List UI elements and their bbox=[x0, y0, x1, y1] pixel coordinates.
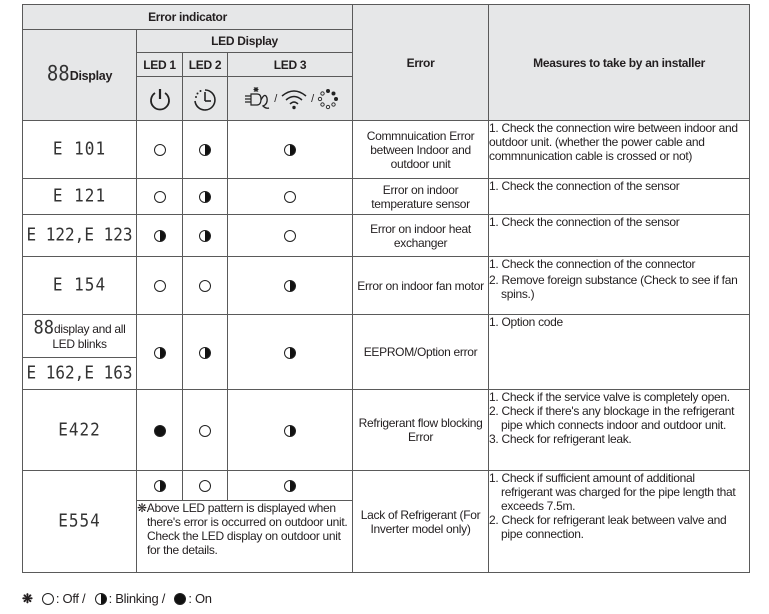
measure-item: 1. Check if sufficient amount of additional refrigerant was charged for the pipe length that exceeds 7.5m. bbox=[489, 471, 736, 513]
led3-state-icon bbox=[284, 230, 296, 242]
measures-cell bbox=[489, 121, 750, 179]
led2-state bbox=[183, 390, 228, 471]
measure-item: 1. Check the connection of the sensor bbox=[489, 215, 680, 229]
measures-cell bbox=[489, 257, 750, 315]
error-description: Refrigerant flow blocking Error bbox=[353, 390, 489, 471]
led3-icon-cell bbox=[228, 77, 353, 121]
led3-separator: / bbox=[311, 92, 314, 105]
led-display-header: LED Display bbox=[137, 30, 353, 53]
led1-state-icon bbox=[154, 191, 166, 203]
led3-state-icon bbox=[284, 347, 296, 359]
measures-cell bbox=[489, 390, 750, 471]
led1-header: LED 1 bbox=[137, 53, 183, 77]
legend-blinking: : Blinking / bbox=[108, 591, 166, 606]
led1-state-icon bbox=[154, 144, 166, 156]
error-code-cell bbox=[23, 121, 137, 179]
blinking-symbol-icon bbox=[95, 593, 107, 605]
display-88-glyph: 88 bbox=[33, 316, 54, 339]
led3-state bbox=[228, 390, 353, 471]
on-symbol-icon bbox=[174, 593, 186, 605]
plasma-plug-icon bbox=[241, 86, 271, 112]
wifi-icon bbox=[280, 88, 308, 110]
led2-state-icon bbox=[199, 425, 211, 437]
led3-state bbox=[228, 215, 353, 257]
table-row bbox=[23, 257, 750, 315]
led3-state-icon bbox=[284, 280, 296, 292]
error-code-cell bbox=[23, 390, 137, 471]
led3-state bbox=[228, 315, 353, 390]
led3-header: LED 3 bbox=[228, 53, 353, 77]
error-code-cell bbox=[23, 257, 137, 315]
outdoor-unit-note bbox=[137, 501, 353, 573]
measures-cell bbox=[489, 471, 750, 573]
led2-state bbox=[183, 215, 228, 257]
error-code-cell bbox=[23, 215, 137, 257]
led3-state bbox=[228, 471, 353, 501]
measure-item: 2. Check for refrigerant leak between valve and pipe connection. bbox=[489, 513, 727, 541]
error-description: Error on indoor fan motor bbox=[353, 257, 489, 315]
error-code-cell bbox=[23, 179, 137, 215]
error-code: E 121 bbox=[52, 185, 107, 206]
error-code: E 122,E 123 bbox=[26, 224, 133, 245]
measures-cell bbox=[489, 215, 750, 257]
error-code-cell bbox=[23, 315, 137, 358]
error-code: E554 bbox=[58, 510, 101, 531]
led2-state-icon bbox=[199, 480, 211, 492]
error-code: E422 bbox=[58, 418, 101, 440]
led3-state-icon bbox=[284, 480, 296, 492]
led1-state-icon bbox=[154, 230, 166, 242]
led2-state-icon bbox=[199, 191, 211, 203]
led3-state-icon bbox=[284, 425, 296, 437]
legend-asterisk-icon: ❋ bbox=[22, 591, 33, 606]
table-row bbox=[23, 315, 750, 358]
led3-state bbox=[228, 179, 353, 215]
display-label: Display bbox=[69, 69, 113, 83]
error-header: Error bbox=[353, 5, 489, 121]
all-led-blink-text: display and all LED blinks bbox=[52, 321, 126, 351]
led1-state-icon bbox=[154, 480, 166, 492]
table-row bbox=[23, 215, 750, 257]
led1-state-icon bbox=[154, 347, 166, 359]
fan-dots-icon bbox=[317, 88, 339, 110]
measure-item: 1. Check the connection of the sensor bbox=[489, 179, 680, 193]
led2-icon-cell bbox=[183, 77, 228, 121]
error-code-cell bbox=[23, 471, 137, 573]
led2-state-icon bbox=[199, 347, 211, 359]
measure-item: 2. Check if there's any blockage in the refrigerant pipe which connects indoor and outdoor unit. bbox=[489, 404, 735, 432]
error-description: Commnuication Error between Indoor and outdoor unit bbox=[353, 121, 489, 179]
led2-header: LED 2 bbox=[183, 53, 228, 77]
table-row bbox=[23, 471, 750, 501]
table-row bbox=[23, 390, 750, 471]
measure-item: 1. Check the connection of the connector bbox=[489, 257, 696, 271]
note-text: Above LED pattern is displayed when there's error is occurred on outdoor unit. Check the LED display on outdoor unit for the details. bbox=[146, 501, 348, 557]
legend-off: : Off / bbox=[55, 591, 86, 606]
table-row bbox=[23, 179, 750, 215]
timer-icon bbox=[191, 86, 219, 112]
note-asterisk-icon: ❋ bbox=[137, 501, 147, 515]
led2-state bbox=[183, 315, 228, 390]
measure-item: 1. Check the connection wire between indoor and outdoor unit. (whether the power cable and commnunication cable is crossed or not) bbox=[489, 121, 738, 163]
led1-state bbox=[137, 471, 183, 501]
led2-state bbox=[183, 179, 228, 215]
led1-state bbox=[137, 179, 183, 215]
power-icon bbox=[147, 86, 173, 112]
led1-state-icon bbox=[154, 280, 166, 292]
led1-state-icon bbox=[154, 425, 166, 437]
led1-state bbox=[137, 315, 183, 390]
error-description: EEPROM/Option error bbox=[353, 315, 489, 390]
led1-state bbox=[137, 215, 183, 257]
led2-state bbox=[183, 471, 228, 501]
measure-item: 2. Remove foreign substance (Check to see if fan spins.) bbox=[489, 273, 738, 301]
error-description: Lack of Refrigerant (For Inverter model only) bbox=[353, 471, 489, 573]
error-description: Error on indoor temperature sensor bbox=[353, 179, 489, 215]
error-indicator-header: Error indicator bbox=[23, 5, 353, 30]
led1-state bbox=[137, 121, 183, 179]
led3-state-icon bbox=[284, 191, 296, 203]
off-symbol-icon bbox=[42, 593, 54, 605]
measure-item: 1. Option code bbox=[489, 315, 563, 329]
led1-state bbox=[137, 257, 183, 315]
measures-header: Measures to take by an installer bbox=[489, 5, 750, 121]
display-88-glyph: 88 bbox=[46, 61, 70, 87]
error-code: E 101 bbox=[52, 138, 107, 159]
led3-state bbox=[228, 121, 353, 179]
led2-state bbox=[183, 121, 228, 179]
led3-state bbox=[228, 257, 353, 315]
display-88-header bbox=[23, 30, 137, 121]
led2-state bbox=[183, 257, 228, 315]
measure-item: 1. Check if the service valve is completely open. bbox=[489, 390, 730, 404]
led3-separator: / bbox=[274, 92, 277, 105]
measure-item: 3. Check for refrigerant leak. bbox=[489, 432, 632, 446]
error-code: E 162,E 163 bbox=[26, 362, 133, 383]
legend bbox=[22, 591, 212, 607]
error-code-cell bbox=[23, 358, 137, 390]
legend-on: : On bbox=[188, 591, 212, 606]
led2-state-icon bbox=[199, 144, 211, 156]
led1-icon-cell bbox=[137, 77, 183, 121]
error-description: Error on indoor heat exchanger bbox=[353, 215, 489, 257]
table-row bbox=[23, 121, 750, 179]
led2-state-icon bbox=[199, 230, 211, 242]
led2-state-icon bbox=[199, 280, 211, 292]
measures-cell bbox=[489, 179, 750, 215]
error-code: E 154 bbox=[52, 274, 107, 295]
error-indicator-table bbox=[22, 4, 750, 573]
led3-state-icon bbox=[284, 144, 296, 156]
measures-cell bbox=[489, 315, 750, 390]
led1-state bbox=[137, 390, 183, 471]
